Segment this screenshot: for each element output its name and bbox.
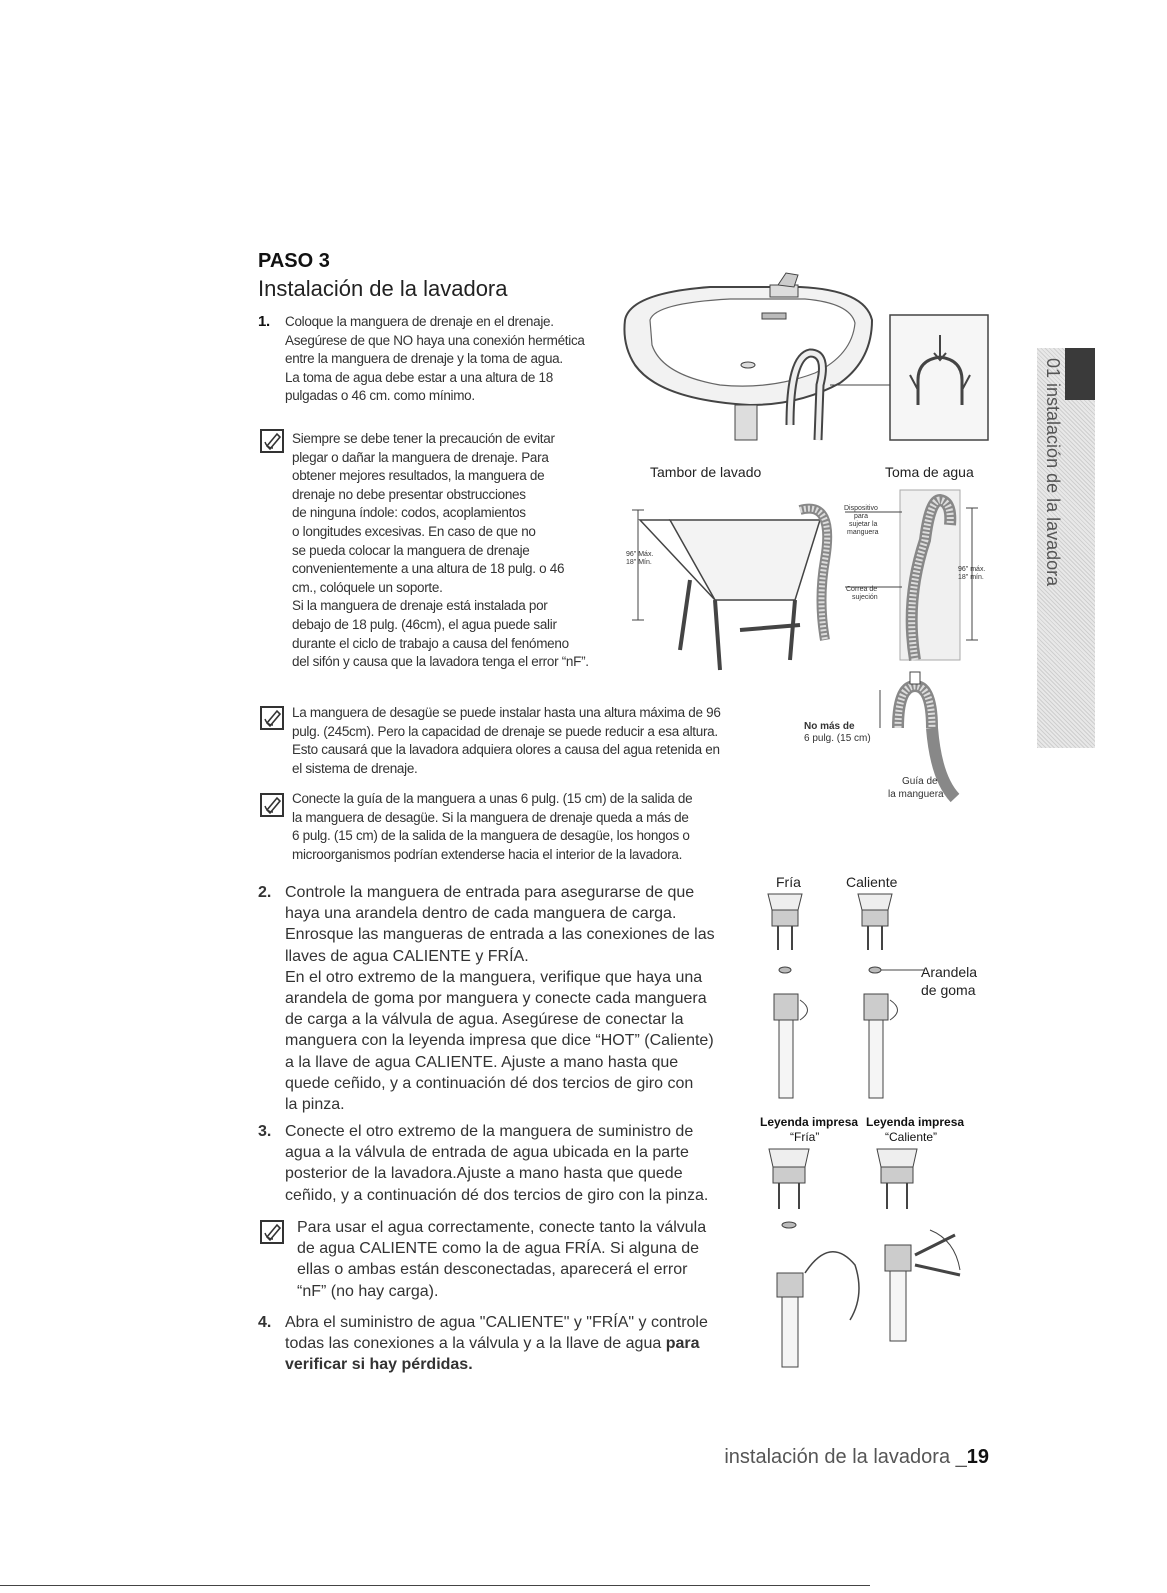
hose-guide-illustration bbox=[870, 668, 960, 808]
cold-label: Fría bbox=[776, 874, 801, 890]
footer-text: instalación de la lavadora _ bbox=[724, 1446, 967, 1468]
text-line bbox=[285, 1333, 708, 1354]
text-line: la pinza. bbox=[285, 1096, 345, 1114]
text-line: “nF” (no hay carga). bbox=[297, 1282, 439, 1300]
text-line: manguera bbox=[847, 529, 879, 536]
step-number-4: 4. bbox=[258, 1314, 272, 1331]
text-line: 6 pulg. (15 cm) de la salida de la manguera de desagüe, los hongos o bbox=[292, 828, 690, 844]
step4-text bbox=[285, 1312, 708, 1376]
text-line: de ninguna índole: codos, acoplamientos bbox=[292, 505, 526, 521]
text-line: Enrosque las mangueras de entrada a las conexiones de las bbox=[285, 926, 715, 944]
text-line: de carga a la válvula de agua. Asegúrese de conectar la bbox=[285, 1011, 684, 1029]
text-line: manguera con la leyenda impresa que dice “HOT” (Caliente) bbox=[285, 1032, 714, 1050]
bold-text: para bbox=[665, 1335, 700, 1353]
step1-text bbox=[285, 313, 585, 406]
text-line: obtener mejores resultados, la manguera de bbox=[292, 468, 545, 484]
text-line: En el otro extremo de la manguera, verifique que haya una bbox=[285, 968, 703, 986]
text-line: ellas o ambas están desconectadas, aparecerá el error bbox=[297, 1261, 688, 1279]
hot-label: Caliente bbox=[846, 874, 898, 890]
text-line: agua a la válvula de entrada de agua ubicada en la parte bbox=[285, 1144, 689, 1162]
text-line: drenaje no debe presentar obstrucciones bbox=[292, 486, 526, 502]
hose-guide-label: la manguera bbox=[888, 789, 944, 800]
text-line: sujeción bbox=[852, 594, 878, 601]
chapter-tab-label: 01 instalación de la lavadora bbox=[1043, 358, 1063, 587]
text-line: Conecte el otro extremo de la manguera de suministro de bbox=[285, 1123, 694, 1140]
hot-print-value: “Caliente” bbox=[885, 1130, 938, 1144]
cold-print-label: Leyenda impresa bbox=[760, 1115, 859, 1129]
text-line: a la llave de agua CALIENTE. Ajuste a mano hasta que bbox=[285, 1053, 679, 1071]
page-number: 19 bbox=[966, 1446, 989, 1468]
bottom-rule bbox=[0, 1585, 870, 1586]
text-line: pulg. (245cm). Pero la capacidad de drenaje se puede reducir a esa altura. bbox=[292, 723, 718, 739]
step-number-2: 2. bbox=[258, 884, 272, 901]
text-line: debajo de 18 pulg. (46cm), el agua puede salir bbox=[292, 616, 557, 632]
text-line: Asegúrese de que NO haya una conexión hermética bbox=[285, 332, 585, 348]
sink-illustration bbox=[600, 265, 1000, 450]
note-icon bbox=[259, 705, 287, 731]
bold-text: verificar si hay pérdidas. bbox=[285, 1356, 473, 1374]
max-height-label: 96" máx. bbox=[958, 566, 986, 573]
text-line: llaves de agua CALIENTE y FRÍA. bbox=[285, 947, 529, 965]
text-line: Conecte la guía de la manguera a unas 6 pulg. (15 cm) de la salida de bbox=[292, 791, 693, 806]
text-line: Abra el suministro de agua "CALIENTE" y "FRÍA" y controle bbox=[285, 1314, 708, 1331]
text-line: Controle la manguera de entrada para asegurarse de que bbox=[285, 884, 695, 901]
text-line: de agua CALIENTE como la de agua FRÍA. Si alguna de bbox=[297, 1240, 700, 1258]
text-line: sujetar la bbox=[849, 521, 878, 528]
text-line: el sistema de drenaje. bbox=[292, 760, 418, 776]
note1-text bbox=[292, 430, 589, 672]
text-line: Coloque la manguera de drenaje en el drenaje. bbox=[285, 314, 554, 329]
text-line: microorganismos podrían extenderse hacia el interior de la lavadora. bbox=[292, 846, 683, 862]
text-line: Esto causará que la lavadora adquiera olores a causa del agua retenida en bbox=[292, 742, 720, 758]
text-line: Dispositivo bbox=[844, 505, 878, 512]
text-line: pulgadas o 46 cm. como mínimo. bbox=[285, 388, 475, 404]
step3-note bbox=[297, 1217, 706, 1302]
text-line: arandela de goma por manguera y conecte cada manguera bbox=[285, 990, 707, 1008]
text-line: la manguera de desagüe. Si la manguera de drenaje queda a más de bbox=[292, 809, 689, 825]
note-icon bbox=[259, 792, 287, 818]
cold-print-value: “Fría” bbox=[790, 1130, 820, 1144]
max-distance-label: No más de bbox=[804, 721, 855, 732]
faucet-connection-illustration bbox=[760, 890, 940, 1105]
note2-text bbox=[292, 704, 721, 778]
text-line: plegar o dañar la manguera de drenaje. Para bbox=[292, 449, 549, 465]
text-line: durante el ciclo de trabajo a causa del fenómeno bbox=[292, 635, 569, 651]
text-line bbox=[285, 1354, 708, 1375]
chapter-marker bbox=[1065, 348, 1095, 400]
min-height-label: 18" Mín. bbox=[626, 559, 652, 566]
text-line: quede ceñido, y a continuación dé dos tercios de giro con bbox=[285, 1074, 694, 1092]
step2-text bbox=[285, 882, 715, 1115]
min-height-label: 18" mín. bbox=[958, 574, 984, 581]
text-span: todas las conexiones a la válvula y a la llave de agua bbox=[285, 1335, 666, 1353]
hot-print-label: Leyenda impresa bbox=[866, 1115, 965, 1129]
text-line: del sifón y causa que la lavadora tenga el error “nF”. bbox=[292, 654, 589, 670]
text-line: ceñido, y a continuación dé dos tercios de giro con la pinza. bbox=[285, 1186, 709, 1204]
tub-label: Tambor de lavado bbox=[650, 464, 762, 480]
text-line: cm., colóquele un soporte. bbox=[292, 579, 443, 595]
valve-connection-illustration bbox=[755, 1145, 970, 1370]
text-line: o longitudes excesivas. En caso de que no bbox=[292, 523, 536, 539]
text-line: entre la manguera de drenaje y la toma de agua. bbox=[285, 351, 563, 367]
text-line: Correa de bbox=[846, 586, 878, 593]
washer-label: Arandela bbox=[921, 964, 978, 980]
text-line: Para usar el agua correctamente, conecte tanto la válvula bbox=[297, 1219, 707, 1236]
text-line: convenientemente a una altura de 18 pulg. o 46 bbox=[292, 561, 565, 577]
text-line: posterior de la lavadora.Ajuste a mano hasta que quede bbox=[285, 1165, 683, 1183]
strap-label bbox=[846, 586, 878, 602]
water-intake-label: Toma de agua bbox=[885, 464, 974, 480]
text-line: La manguera de desagüe se puede instalar hasta una altura máxima de 96 bbox=[292, 705, 721, 720]
step-heading: PASO 3 bbox=[258, 250, 330, 272]
step3-text bbox=[285, 1121, 708, 1206]
text-line: se pueda colocar la manguera de drenaje bbox=[292, 542, 530, 558]
chapter-side-tab bbox=[1037, 348, 1095, 748]
note-icon bbox=[259, 1219, 287, 1245]
step-number-3: 3. bbox=[258, 1123, 272, 1140]
text-line: La toma de agua debe estar a una altura de 18 bbox=[285, 369, 553, 385]
note-icon bbox=[259, 428, 287, 454]
hose-clip-label bbox=[844, 505, 879, 537]
tub-illustration bbox=[620, 480, 1000, 675]
section-title: Instalación de la lavadora bbox=[258, 276, 508, 301]
max-height-label: 96" Máx. bbox=[626, 551, 654, 558]
max-distance-value: 6 pulg. (15 cm) bbox=[804, 733, 871, 744]
washer-label: de goma bbox=[921, 982, 976, 998]
text-line: para bbox=[854, 513, 869, 520]
note3-text bbox=[292, 790, 692, 864]
step-number-1: 1. bbox=[258, 313, 270, 330]
hose-guide-label: Guía de bbox=[902, 776, 938, 787]
page-footer bbox=[724, 1446, 989, 1469]
text-line: Si la manguera de drenaje está instalada por bbox=[292, 598, 548, 614]
text-line: Siempre se debe tener la precaución de evitar bbox=[292, 431, 555, 446]
text-line: haya una arandela dentro de cada manguera de carga. bbox=[285, 905, 677, 923]
